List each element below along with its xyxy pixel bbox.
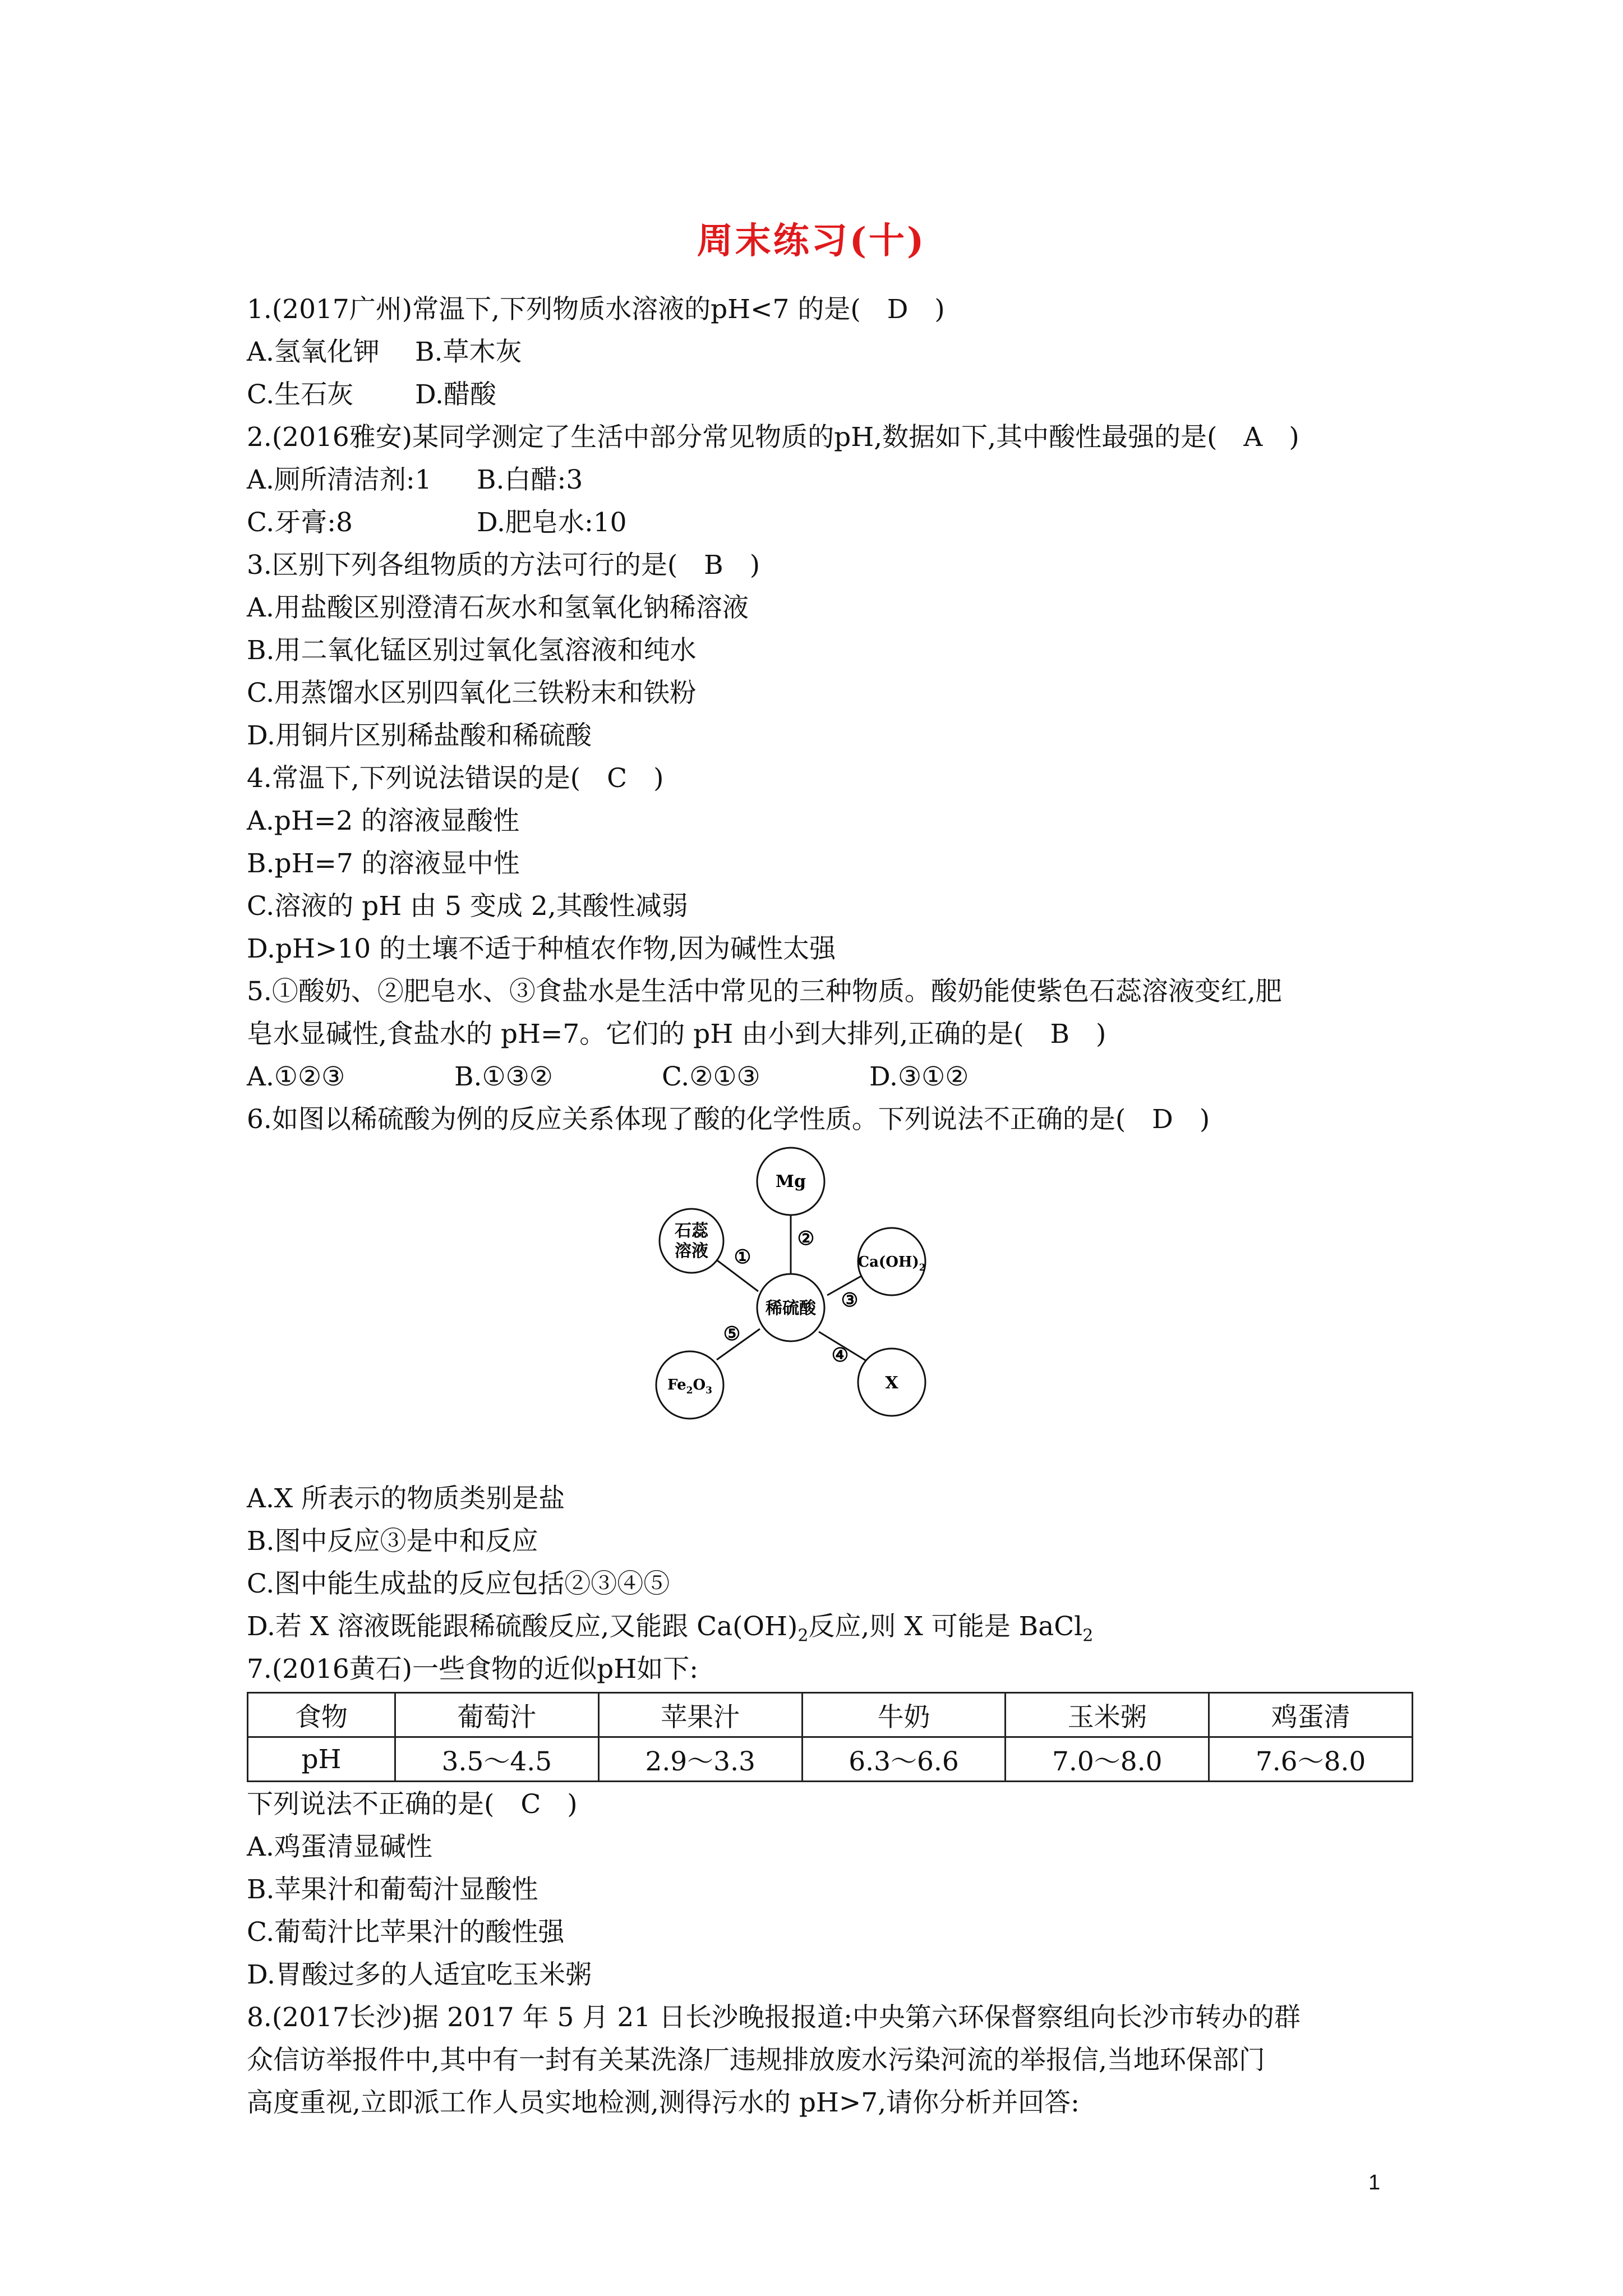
table-cell: 2.9～3.3 (598, 1737, 802, 1782)
question-8-line3: 高度重视,立即派工作人员实地检测,测得污水的 pH>7,请你分析并回答: (247, 2087, 1080, 2118)
table-header-row (248, 1693, 1413, 1737)
q1-option-b: B.草木灰 (415, 337, 522, 367)
question-5-stem-line1: 5.①酸奶、②肥皂水、③食盐水是生活中常见的三种物质。酸奶能使紫色石蕊溶液变红,肥 (247, 976, 1282, 1007)
q7-option-b: B.苹果汁和葡萄汁显酸性 (247, 1874, 538, 1905)
question-8-line2: 众信访举报件中,其中有一封有关某洗涤厂违规排放废水污染河流的举报信,当地环保部门 (247, 2045, 1265, 2076)
q2-option-a: A.厕所清洁剂:1 (247, 464, 432, 495)
table-cell: pH (248, 1737, 395, 1782)
question-7-stem: 7.(2016黄石)一些食物的近似pH如下: (247, 1654, 699, 1685)
question-2-options-row2 (247, 501, 1413, 544)
q2-option-c: C.牙膏:8 (247, 507, 353, 538)
q4-option-c: C.溶液的 pH 由 5 变成 2,其酸性减弱 (247, 891, 688, 922)
table-cell: 食物 (248, 1693, 395, 1737)
reaction-number-5: ⑤ (723, 1323, 741, 1345)
question-4-stem: 4.常温下,下列说法错误的是( C ) (247, 763, 664, 794)
q7-option-d: D.胃酸过多的人适宜吃玉米粥 (247, 1959, 592, 1990)
worksheet-content (247, 288, 1413, 2124)
q4-option-b: B.pH=7 的溶液显中性 (247, 848, 520, 879)
question-3-stem: 3.区别下列各组物质的方法可行的是( B ) (247, 550, 760, 581)
table-cell: 7.0～8.0 (1006, 1737, 1209, 1782)
reaction-number-3: ③ (841, 1289, 859, 1312)
question-5-stem-line2: 皂水显碱性,食盐水的 pH=7。它们的 pH 由小到大排列,正确的是( B ) (247, 1019, 1106, 1050)
reaction-number-2: ② (797, 1227, 815, 1250)
q2-option-b: B.白醋:3 (477, 464, 583, 495)
question-2-stem: 2.(2016雅安)某同学测定了生活中部分常见物质的pH,数据如下,其中酸性最强的是( A ) (247, 422, 1299, 453)
question-5-options (247, 1056, 1413, 1098)
label-fe2o3: $Fe_2O_3$ (667, 1377, 712, 1396)
reaction-number-1: ① (734, 1246, 751, 1268)
q5-option-d: D.③①② (869, 1061, 969, 1092)
table-cell: 牛奶 (802, 1693, 1006, 1737)
label-mg: Mg (775, 1172, 806, 1191)
table-cell: 6.3～6.6 (802, 1737, 1006, 1782)
food-ph-table (247, 1692, 1413, 1782)
table-cell: 鸡蛋清 (1209, 1693, 1413, 1737)
reaction-diagram (247, 1141, 1413, 1478)
q3-option-b: B.用二氧化锰区别过氧化氢溶液和纯水 (247, 635, 697, 666)
q1-option-d: D.醋酸 (415, 379, 496, 410)
q7-option-c: C.葡萄汁比苹果汁的酸性强 (247, 1917, 565, 1948)
label-litmus-line1: 石蕊 (675, 1221, 708, 1241)
table-cell: 7.6～8.0 (1209, 1737, 1413, 1782)
question-8-line1: 8.(2017长沙)据 2017 年 5 月 21 日长沙晚报报道:中央第六环保督察组向长沙市转办的群 (247, 2002, 1301, 2033)
reaction-diagram-svg (639, 1141, 953, 1478)
label-center: 稀硫酸 (766, 1299, 816, 1318)
q6-option-d: D.若 X 溶液既能跟稀硫酸反应,又能跟 $Ca(OH)_2$反应,则 X 可能是 BaCl$_2$ (247, 1611, 1094, 1646)
reaction-number-4: ④ (831, 1344, 849, 1366)
question-1-options-row2 (247, 374, 1413, 416)
q3-option-a: A.用盐酸区别澄清石灰水和氢氧化钠稀溶液 (247, 592, 749, 623)
q1-option-c: C.生石灰 (247, 379, 354, 410)
page-title: 周末练习(十) (697, 220, 926, 262)
table-row (248, 1737, 1413, 1782)
q3-option-d: D.用铜片区别稀盐酸和稀硫酸 (247, 720, 592, 751)
q7-option-a: A.鸡蛋清显碱性 (247, 1832, 432, 1862)
label-litmus-line2: 溶液 (675, 1241, 708, 1261)
table-cell: 葡萄汁 (395, 1693, 599, 1737)
q6-option-a: A.X 所表示的物质类别是盐 (247, 1483, 565, 1514)
table-cell: 玉米粥 (1006, 1693, 1209, 1737)
q4-option-d: D.pH>10 的土壤不适于种植农作物,因为碱性太强 (247, 933, 836, 964)
q5-option-b: B.①③② (454, 1061, 553, 1092)
q6-option-b: B.图中反应③是中和反应 (247, 1526, 538, 1557)
label-caoh2: $Ca(OH)_2$ (857, 1254, 926, 1273)
question-7-prompt: 下列说法不正确的是( C ) (247, 1789, 578, 1820)
question-6-stem: 6.如图以稀硫酸为例的反应关系体现了酸的化学性质。下列说法不正确的是( D ) (247, 1104, 1210, 1135)
table-cell: 3.5～4.5 (395, 1737, 599, 1782)
q5-option-c: C.②①③ (662, 1061, 760, 1092)
page-number: 1 (1368, 2171, 1381, 2194)
question-1-stem: 1.(2017广州)常温下,下列物质水溶液的pH<7 的是( D ) (247, 294, 945, 325)
q2-option-d: D.肥皂水:10 (477, 507, 627, 538)
circle-litmus (660, 1209, 723, 1273)
q1-option-a: A.氢氧化钾 (247, 337, 380, 367)
table-cell: 苹果汁 (598, 1693, 802, 1737)
q4-option-a: A.pH=2 的溶液显酸性 (247, 806, 520, 836)
q6-option-c: C.图中能生成盐的反应包括②③④⑤ (247, 1568, 670, 1599)
question-2-options-row1 (247, 459, 1413, 501)
q3-option-c: C.用蒸馏水区别四氧化三铁粉末和铁粉 (247, 678, 697, 708)
question-1-options-row1 (247, 331, 1413, 374)
label-x: X (885, 1373, 898, 1393)
q5-option-a: A.①②③ (247, 1061, 345, 1092)
